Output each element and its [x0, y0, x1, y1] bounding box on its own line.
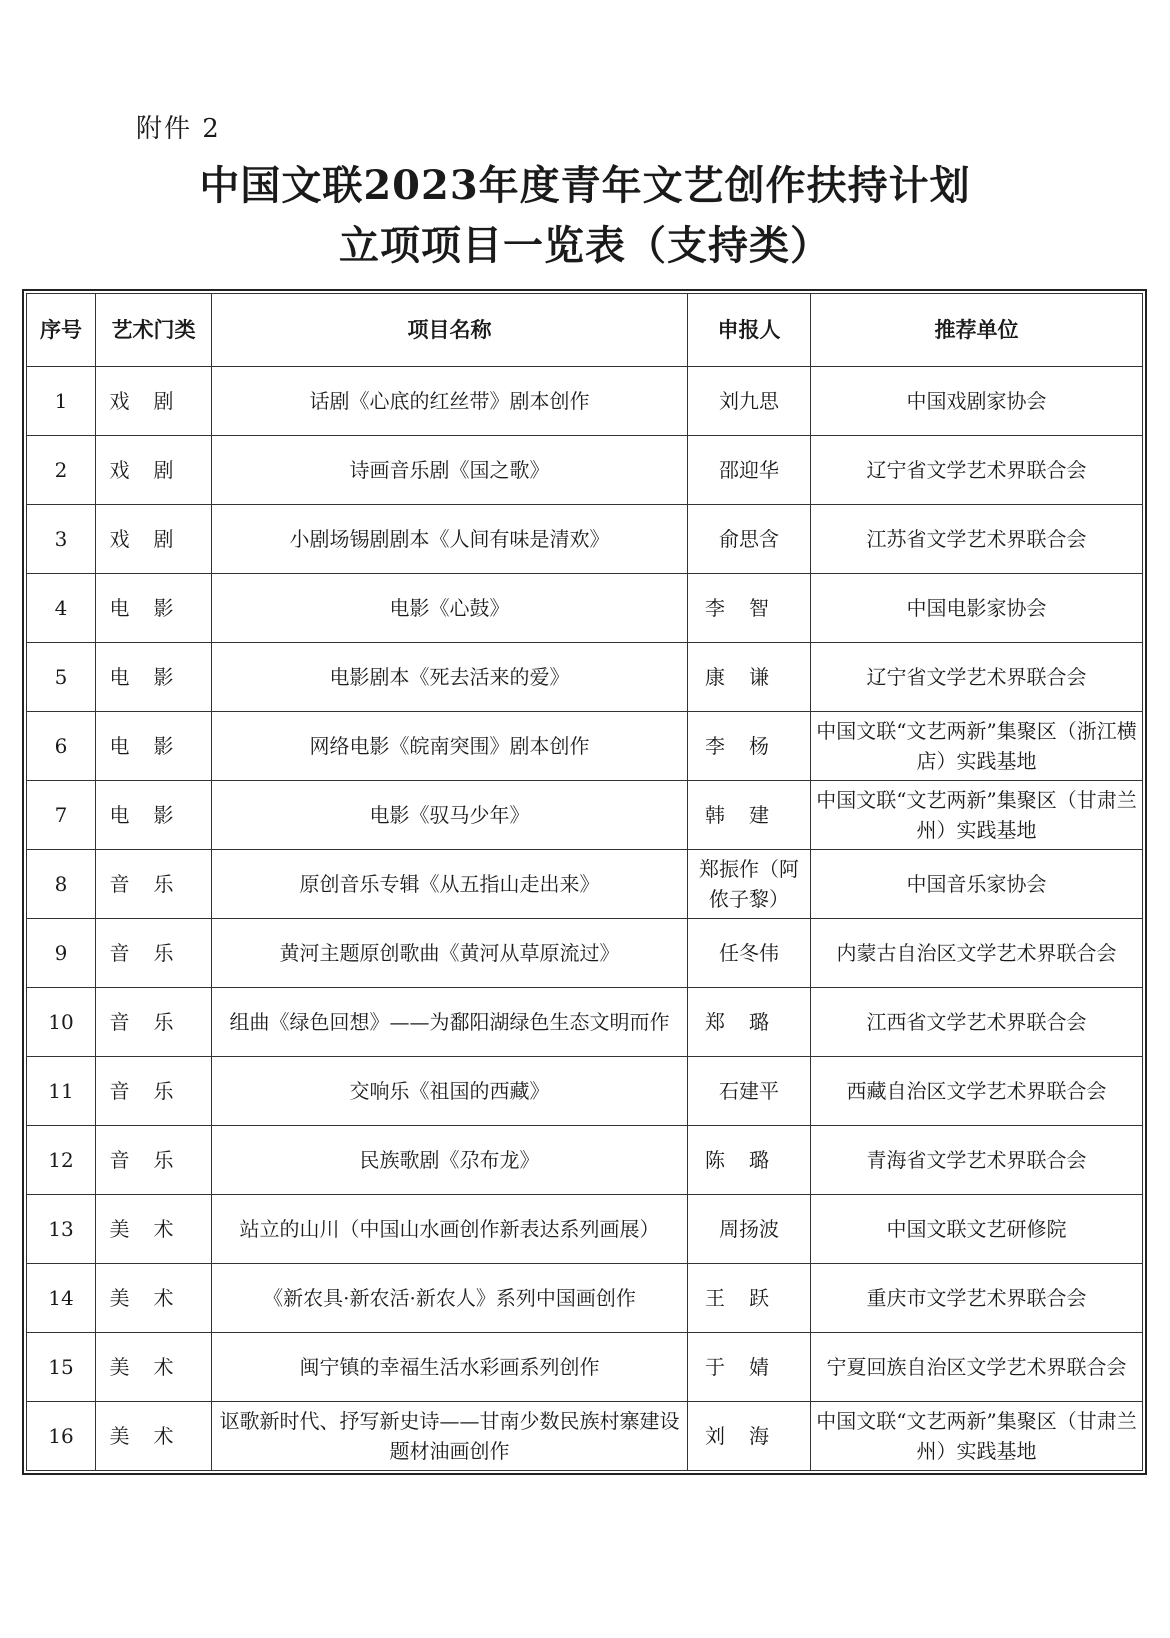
cell-project: 组曲《绿色回想》——为鄱阳湖绿色生态文明而作	[212, 988, 688, 1057]
cell-applicant: 任冬伟	[688, 919, 811, 988]
table-row	[27, 574, 1143, 643]
table-row	[27, 436, 1143, 505]
cell-applicant: 周扬波	[688, 1195, 811, 1264]
cell-project: 诗画音乐剧《国之歌》	[212, 436, 688, 505]
cell-category: 美术	[96, 1402, 212, 1471]
cell-project: 原创音乐专辑《从五指山走出来》	[212, 850, 688, 919]
table-row	[27, 712, 1143, 781]
cell-project: 民族歌剧《尕布龙》	[212, 1126, 688, 1195]
cell-unit: 中国文联“文艺两新”集聚区（甘肃兰州）实践基地	[811, 781, 1143, 850]
cell-applicant: 李智	[688, 574, 811, 643]
cell-unit: 中国戏剧家协会	[811, 367, 1143, 436]
cell-unit: 重庆市文学艺术界联合会	[811, 1264, 1143, 1333]
table-row	[27, 505, 1143, 574]
header-applicant: 申报人	[688, 294, 811, 367]
cell-unit: 内蒙古自治区文学艺术界联合会	[811, 919, 1143, 988]
cell-category: 音乐	[96, 850, 212, 919]
cell-category: 电影	[96, 712, 212, 781]
cell-applicant: 于婧	[688, 1333, 811, 1402]
cell-project: 电影《驭马少年》	[212, 781, 688, 850]
cell-unit: 中国文联文艺研修院	[811, 1195, 1143, 1264]
cell-project: 电影剧本《死去活来的爱》	[212, 643, 688, 712]
cell-unit: 西藏自治区文学艺术界联合会	[811, 1057, 1143, 1126]
table-row	[27, 367, 1143, 436]
cell-project: 小剧场锡剧剧本《人间有味是清欢》	[212, 505, 688, 574]
attachment-label: 附件 2	[136, 114, 221, 144]
cell-applicant: 李杨	[688, 712, 811, 781]
cell-category: 音乐	[96, 1126, 212, 1195]
cell-unit: 中国文联“文艺两新”集聚区（甘肃兰州）实践基地	[811, 1402, 1143, 1471]
cell-unit: 中国文联“文艺两新”集聚区（浙江横店）实践基地	[811, 712, 1143, 781]
cell-no: 11	[27, 1057, 96, 1126]
cell-applicant: 郑璐	[688, 988, 811, 1057]
document-title: 中国文联2023年度青年文艺创作扶持计划	[199, 162, 971, 209]
header-category: 艺术门类	[96, 294, 212, 367]
cell-no: 6	[27, 712, 96, 781]
cell-category: 音乐	[96, 919, 212, 988]
cell-category: 戏剧	[96, 367, 212, 436]
cell-no: 8	[27, 850, 96, 919]
project-table	[26, 293, 1143, 1471]
cell-no: 16	[27, 1402, 96, 1471]
table-row	[27, 988, 1143, 1057]
cell-no: 10	[27, 988, 96, 1057]
cell-applicant: 邵迎华	[688, 436, 811, 505]
cell-no: 1	[27, 367, 96, 436]
cell-applicant: 康谦	[688, 643, 811, 712]
table-row	[27, 919, 1143, 988]
cell-applicant: 石建平	[688, 1057, 811, 1126]
table-row	[27, 1057, 1143, 1126]
header-unit: 推荐单位	[811, 294, 1143, 367]
cell-unit: 中国音乐家协会	[811, 850, 1143, 919]
cell-no: 5	[27, 643, 96, 712]
cell-no: 7	[27, 781, 96, 850]
cell-unit: 辽宁省文学艺术界联合会	[811, 643, 1143, 712]
cell-category: 美术	[96, 1195, 212, 1264]
cell-project: 交响乐《祖国的西藏》	[212, 1057, 688, 1126]
cell-category: 电影	[96, 781, 212, 850]
cell-unit: 青海省文学艺术界联合会	[811, 1126, 1143, 1195]
table-row	[27, 1333, 1143, 1402]
table-row	[27, 781, 1143, 850]
cell-no: 3	[27, 505, 96, 574]
cell-applicant: 俞思含	[688, 505, 811, 574]
cell-applicant: 刘海	[688, 1402, 811, 1471]
cell-project: 网络电影《皖南突围》剧本创作	[212, 712, 688, 781]
cell-applicant: 王跃	[688, 1264, 811, 1333]
cell-project: 电影《心鼓》	[212, 574, 688, 643]
table-row	[27, 1126, 1143, 1195]
cell-applicant: 郑振作（阿侬子黎）	[688, 850, 811, 919]
table-row	[27, 850, 1143, 919]
cell-no: 12	[27, 1126, 96, 1195]
cell-category: 音乐	[96, 988, 212, 1057]
cell-applicant: 陈璐	[688, 1126, 811, 1195]
cell-unit: 辽宁省文学艺术界联合会	[811, 436, 1143, 505]
cell-project: 讴歌新时代、抒写新史诗——甘南少数民族村寨建设题材油画创作	[212, 1402, 688, 1471]
cell-no: 4	[27, 574, 96, 643]
document-subtitle: 立项项目一览表（支持类）	[339, 222, 831, 269]
table-row	[27, 1264, 1143, 1333]
cell-unit: 江西省文学艺术界联合会	[811, 988, 1143, 1057]
cell-project: 《新农具·新农活·新农人》系列中国画创作	[212, 1264, 688, 1333]
cell-project: 站立的山川（中国山水画创作新表达系列画展）	[212, 1195, 688, 1264]
cell-category: 音乐	[96, 1057, 212, 1126]
cell-no: 2	[27, 436, 96, 505]
cell-no: 13	[27, 1195, 96, 1264]
cell-category: 戏剧	[96, 505, 212, 574]
cell-project: 黄河主题原创歌曲《黄河从草原流过》	[212, 919, 688, 988]
table-header-row	[27, 294, 1143, 367]
cell-applicant: 刘九思	[688, 367, 811, 436]
cell-project: 话剧《心底的红丝带》剧本创作	[212, 367, 688, 436]
table-row	[27, 1195, 1143, 1264]
table-row	[27, 643, 1143, 712]
cell-no: 14	[27, 1264, 96, 1333]
cell-category: 电影	[96, 574, 212, 643]
cell-category: 戏剧	[96, 436, 212, 505]
cell-category: 美术	[96, 1264, 212, 1333]
table-row	[27, 1402, 1143, 1471]
cell-unit: 中国电影家协会	[811, 574, 1143, 643]
cell-no: 9	[27, 919, 96, 988]
cell-unit: 江苏省文学艺术界联合会	[811, 505, 1143, 574]
header-project: 项目名称	[212, 294, 688, 367]
cell-applicant: 韩建	[688, 781, 811, 850]
header-no: 序号	[27, 294, 96, 367]
cell-no: 15	[27, 1333, 96, 1402]
cell-unit: 宁夏回族自治区文学艺术界联合会	[811, 1333, 1143, 1402]
cell-category: 美术	[96, 1333, 212, 1402]
cell-project: 闽宁镇的幸福生活水彩画系列创作	[212, 1333, 688, 1402]
cell-category: 电影	[96, 643, 212, 712]
